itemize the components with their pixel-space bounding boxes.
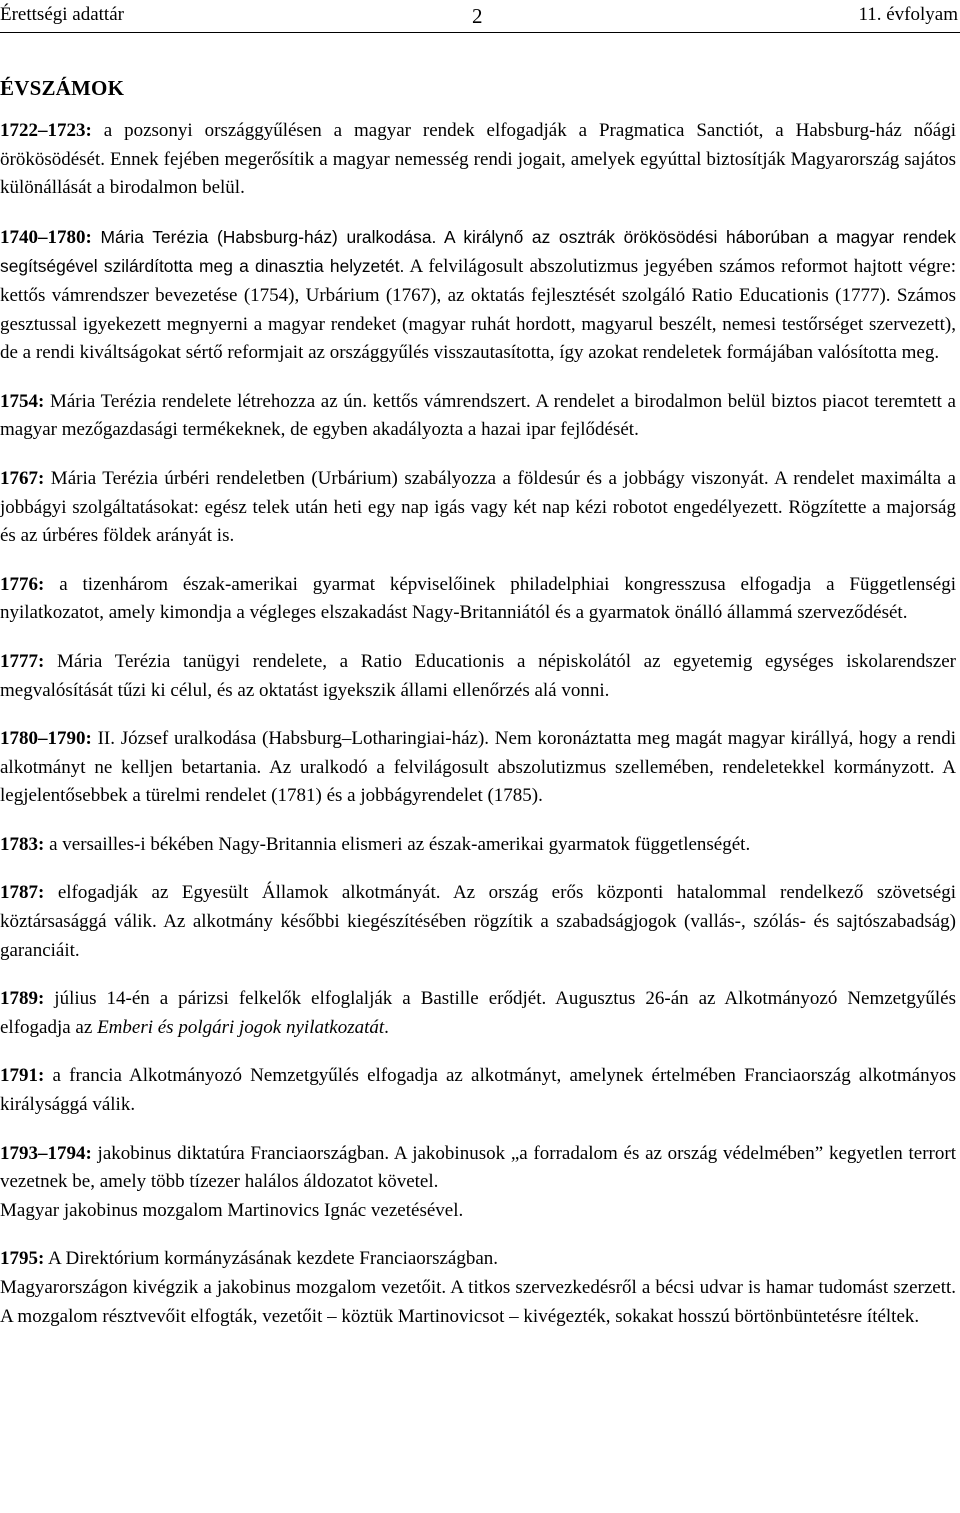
header-series-title: Érettségi adattár bbox=[0, 4, 124, 25]
timeline-entry bbox=[0, 465, 956, 551]
timeline-entry bbox=[0, 648, 956, 705]
timeline-entry bbox=[0, 1062, 956, 1119]
entry-text: A felvilágosult abszolutizmus jegyében számos reformot hajtott végre: kettős vámrendszer bevezetése (1754), Urbárium (1767), az oktatás fejlesztését szolgáló Ratio Educationis (1777). Számos gesztussal igyekezett megnyerni a magyar rendeket (magyar ruhát hordott, magyarul beszélt, nemesi testőrséget szervezett), de a rendi kiváltságokat sértő reformjait az országgyűlés visszautasította, így azokat rendeletek formájában valósította meg. bbox=[0, 256, 956, 364]
page-header bbox=[0, 0, 960, 33]
entry-year: 1783: bbox=[0, 833, 45, 855]
entry-lead-text: Mária Terézia (Habsburg-ház) uralkodása. A királynő az osztrák örökösödési háborúban a magyar rendek segítségével szilárdította meg a dinasztia helyzetét. bbox=[0, 226, 956, 277]
page-number: 2 bbox=[472, 4, 483, 28]
entry-text: a pozsonyi országgyűlésen a magyar rendek elfogadják a Pragmatica Sanctiót, a Habsburg-ház nőági örökösödését. Ennek fejében megerősítik a magyar nemesség rendi jogait, amelyek egyúttal biztosítják Magyarország sajátos különállását a birodalmon belül. bbox=[0, 120, 956, 199]
entry-year: 1767: bbox=[0, 467, 45, 489]
entry-italic-title: Emberi és polgári jogok nyilatkozatát bbox=[97, 1016, 385, 1038]
entry-text: a tizenhárom észak-amerikai gyarmat képviselőinek philadelphiai kongresszusa elfogadja a Függetlenségi nyilatkozatot, amely kimondja a végleges elszakadást Nagy-Britanniától és a gyarmatok önálló állammá szerveződését. bbox=[0, 573, 956, 624]
entry-year: 1791: bbox=[0, 1065, 45, 1087]
entry-text: Mária Terézia rendelete létrehozza az ún. kettős vámrendszert. A rendelet a birodalmon belül biztos piacot teremtett a magyar mezőgazdasági termékeknek, de egyben akadályozta a hazai ipar fejlődését. bbox=[0, 390, 956, 441]
entry-text: jakobinus diktatúra Franciaországban. A jakobinusok „a forradalom és az ország védelmében” kegyetlen terrort vezetnek be, amely több tízezer halálos áldozatot követel. bbox=[0, 1142, 956, 1193]
entry-year: 1754: bbox=[0, 390, 45, 412]
entry-text: A Direktórium kormányzásának kezdete Franciaországban. bbox=[44, 1248, 499, 1270]
entry-year: 1793–1794: bbox=[0, 1142, 92, 1164]
entry-extra-line: Magyar jakobinus mozgalom Martinovics Ignác vezetésével. bbox=[0, 1199, 464, 1221]
timeline-entry bbox=[0, 1140, 956, 1226]
timeline-entry bbox=[0, 985, 956, 1042]
timeline-entry bbox=[0, 1245, 956, 1331]
entry-text: Mária Terézia úrbéri rendeletben (Urbárium) szabályozza a földesúr és a jobbágy viszonyát. A rendelet maximálta a jobbágyi szolgáltatásokat: egész telek után heti egy nap igás vagy két nap kézi robotot engedélyezett. Rögzítette a majorság és az úrbéres földek arányát is. bbox=[0, 467, 956, 547]
entry-text: július 14-én a párizsi felkelők elfoglalják a Bastille erődjét. Augusztus 26-án az Alkotmányozó Nemzetgyűlés elfogadja az bbox=[0, 988, 956, 1038]
timeline-entry bbox=[0, 725, 956, 811]
timeline-entry bbox=[0, 571, 956, 628]
timeline-entry bbox=[0, 831, 956, 860]
entry-text: a francia Alkotmányozó Nemzetgyűlés elfogadja az alkotmányt, amelynek értelmében Franciaország alkotmányos királysággá válik. bbox=[0, 1065, 956, 1116]
entry-year: 1780–1790: bbox=[0, 728, 92, 750]
entry-text: Mária Terézia tanügyi rendelete, a Ratio Educationis a népiskolától az egyetemig egységes iskolarendszer megvalósítását tűzi ki célul, és az oktatást igyekszik állami ellenőrzés alá vonni. bbox=[0, 650, 956, 701]
timeline-list bbox=[0, 117, 956, 1351]
entry-text: II. József uralkodása (Habsburg–Lotharingiai-ház). Nem koronáztatta meg magát magyar királlyá, hogy a rendi alkotmányt ne kelljen betartania. Az uralkodó a felvilágosult abszolutizmus szellemében, rendeletekkel kormányzott. A legjelentősebbek a türelmi rendelet (1781) és a jobbágyrendelet (1785). bbox=[0, 728, 956, 807]
entry-year: 1740–1780: bbox=[0, 226, 92, 248]
entry-extra-line: Magyarországon kivégzik a jakobinus mozgalom vezetőit. A titkos szervezkedésről a bécsi udvar is hamar tudomást szerzett. A mozgalom résztvevőit elfogták, vezetőit – köztük Martinovicsot – kivégezték, sokakat hosszú börtönbüntetésre ítéltek. bbox=[0, 1277, 956, 1327]
entry-year: 1776: bbox=[0, 573, 45, 595]
entry-year: 1722–1723: bbox=[0, 120, 92, 141]
entry-year: 1787: bbox=[0, 882, 45, 904]
timeline-entry bbox=[0, 388, 956, 445]
timeline-entry bbox=[0, 223, 956, 368]
entry-year: 1789: bbox=[0, 988, 45, 1010]
entry-year: 1795: bbox=[0, 1248, 45, 1270]
entry-text: a versailles-i békében Nagy-Britannia elismeri az észak-amerikai gyarmatok függetlenségét. bbox=[44, 833, 751, 855]
timeline-entry bbox=[0, 117, 956, 203]
entry-text: elfogadják az Egyesült Államok alkotmányát. Az ország erős központi hatalommal rendelkező szövetségi köztársasággá válik. Az alkotmány későbbi kiegészítésében rögzítik a szabadságjogok (vallás-, szólás- és sajtószabadság) garanciáit. bbox=[0, 882, 956, 961]
timeline-entry bbox=[0, 879, 956, 965]
entry-year: 1777: bbox=[0, 650, 45, 672]
header-grade: 11. évfolyam bbox=[858, 4, 958, 25]
section-title: ÉVSZÁMOK bbox=[0, 76, 125, 100]
entry-text-tail: . bbox=[384, 1016, 389, 1038]
